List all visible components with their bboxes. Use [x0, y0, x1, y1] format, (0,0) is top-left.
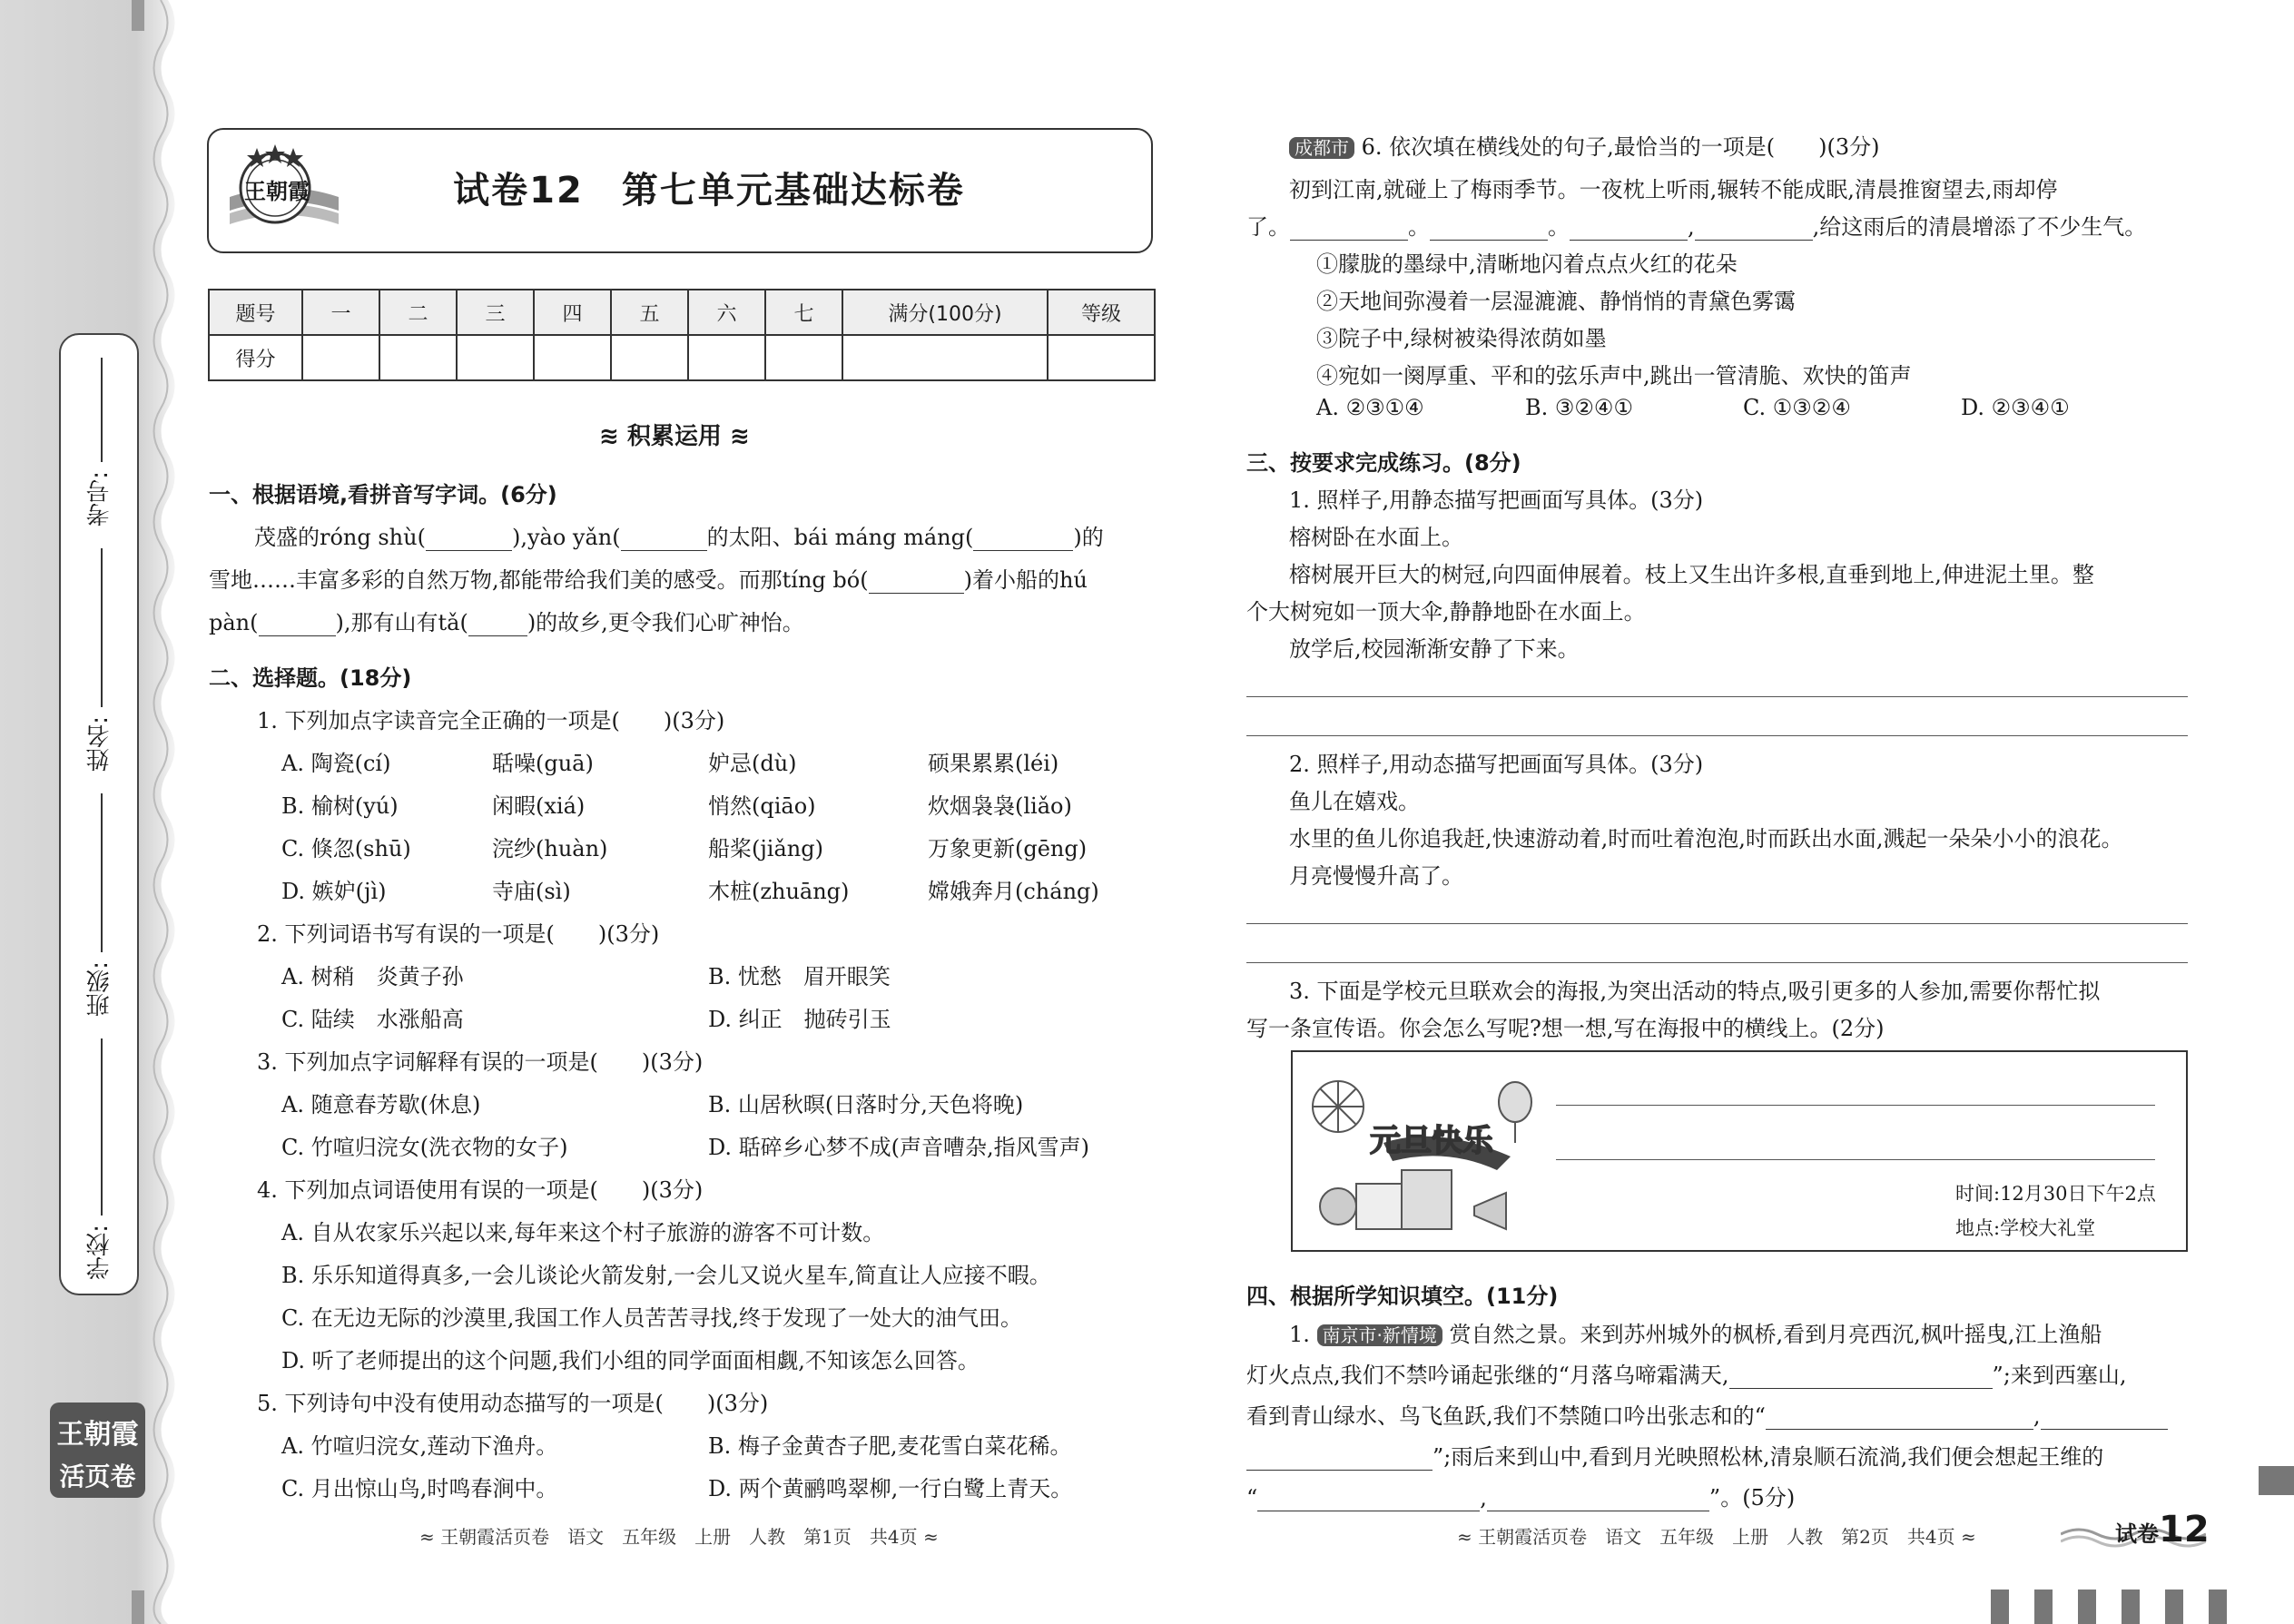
class-field[interactable] [101, 793, 103, 952]
option[interactable]: B. ③②④① [1525, 395, 1633, 420]
score-row [209, 335, 1155, 380]
score-cell[interactable] [765, 335, 842, 380]
section-heading: 三、按要求完成练习。(8分) [1246, 450, 1521, 476]
option-word: 硕果累累(léi) [928, 751, 1059, 776]
text-line: 看到青山绿水、鸟飞鱼跃,我们不禁随口吟出张志和的“ , [1246, 1398, 2168, 1430]
question: 4. 下列加点词语使用有误的一项是( )(3分) [257, 1177, 704, 1203]
emblem-text: 王朝霞 [244, 179, 310, 204]
score-cell[interactable] [688, 335, 765, 380]
option[interactable]: D. 聒碎乡心梦不成(声音嘈杂,指风雪声) [708, 1135, 1089, 1160]
table-cell: 一 [302, 290, 379, 335]
section-heading: 二、选择题。(18分) [209, 665, 412, 691]
option[interactable]: A. 竹喧归浣女,莲动下渔舟。 [281, 1433, 558, 1459]
answer-blank[interactable] [1246, 1470, 1433, 1471]
option[interactable]: C. 倏忽(shū) [281, 836, 411, 861]
question: 1. 照样子,用静态描写把画面写具体。(3分) [1289, 487, 1704, 513]
edge-tab [2259, 1466, 2294, 1495]
list-item: ③院子中,绿树被染得浓荫如墨 [1316, 326, 1607, 351]
wave-icon: ≈ [1457, 1526, 1472, 1548]
exam-number-label: 考号: [86, 471, 113, 527]
wave-icon: ≋ [599, 423, 619, 450]
answer-line[interactable] [1246, 962, 2188, 963]
section-banner: ≋ 积累运用 ≋ [599, 423, 750, 450]
text-line: 灯火点点,我们不禁吟诵起张继的“月落乌啼霜满天, ”;来到西塞山, [1246, 1363, 2127, 1388]
text-line: 鱼儿在嬉戏。 [1289, 789, 1420, 814]
text-line: 放学后,校园渐渐安静了下来。 [1289, 636, 1580, 662]
option[interactable]: D. 听了老师提出的这个问题,我们小组的同学面面相觑,不知该怎么回答。 [281, 1348, 980, 1373]
score-cell[interactable] [611, 335, 688, 380]
exam-number-field[interactable] [101, 358, 103, 462]
question: 5. 下列诗句中没有使用动态描写的一项是( )(3分) [257, 1391, 769, 1416]
score-cell[interactable] [534, 335, 611, 380]
score-cell[interactable] [379, 335, 457, 380]
wave-icon: ≈ [922, 1526, 939, 1548]
table-cell: 满分(100分) [842, 290, 1048, 335]
text-line: 榕树卧在水面上。 [1289, 525, 1463, 550]
table-cell: 题号 [209, 290, 302, 335]
table-cell: 七 [765, 290, 842, 335]
question: 1. 下列加点字读音完全正确的一项是( )(3分) [257, 708, 725, 733]
answer-blank[interactable] [468, 635, 527, 636]
option[interactable]: D. ②③④① [1961, 395, 2070, 420]
page-title: 试卷12 第七单元基础达标卷 [453, 170, 965, 212]
text-line: ”;雨后来到山中,看到月光映照松林,清泉顺石流淌,我们便会想起王维的 [1246, 1439, 2103, 1471]
score-cell[interactable] [457, 335, 534, 380]
option-word: 聒噪(guā) [492, 751, 594, 776]
option[interactable]: C. 竹喧归浣女(洗衣物的女子) [281, 1135, 568, 1160]
text-line: 雪地……丰富多彩的自然万物,都能带给我们美的感受。而那tíng bó( )着小船的hú [209, 567, 1088, 593]
answer-blank[interactable] [621, 550, 707, 551]
answer-blank[interactable] [1290, 240, 1408, 241]
answer-blank[interactable] [1729, 1388, 1993, 1389]
answer-line[interactable] [1246, 696, 2188, 697]
slogan-line[interactable] [1556, 1105, 2155, 1106]
region-tag: 南京市·新情境 [1317, 1324, 1442, 1346]
wave-icon: ≈ [419, 1526, 435, 1548]
binding-mark [132, 1590, 144, 1624]
page-footer: ≈ 王朝霞活页卷 语文 五年级 上册 人教 第1页 共4页 ≈ [419, 1526, 939, 1548]
list-item: ④宛如一阕厚重、平和的弦乐声中,跳出一管清脆、欢快的笛声 [1316, 363, 1912, 389]
answer-blank[interactable] [426, 550, 512, 551]
table-cell: 等级 [1048, 290, 1155, 335]
name-field[interactable] [101, 548, 103, 707]
answer-blank[interactable] [869, 593, 964, 594]
answer-blank[interactable] [1766, 1429, 2033, 1430]
text-line: 茂盛的róng shù( ),yào yǎn( 的太阳、bái máng máng( )的 [254, 525, 1104, 550]
page-footer: ≈ 王朝霞活页卷 语文 五年级 上册 人教 第2页 共4页 ≈ [1457, 1526, 1976, 1548]
table-cell: 六 [688, 290, 765, 335]
option[interactable]: A. 随意春芳歇(休息) [281, 1092, 481, 1117]
option-word: 炊烟袅袅(liǎo) [928, 793, 1072, 819]
option-word: 妒忌(dù) [708, 751, 797, 776]
option[interactable]: C. 月出惊山鸟,时鸣春涧中。 [281, 1476, 558, 1501]
option[interactable]: B. 梅子金黄杏子肥,麦花雪白菜花稀。 [708, 1433, 1072, 1459]
slogan-line[interactable] [1556, 1159, 2155, 1160]
answer-blank[interactable] [259, 635, 336, 636]
option-word: 浣纱(huàn) [492, 836, 608, 861]
question: 2. 下列词语书写有误的一项是( )(3分) [257, 921, 660, 947]
poster-place: 地点:学校大礼堂 [1955, 1217, 2096, 1239]
option-word: 寺庙(sì) [492, 879, 571, 904]
wave-icon: ≈ [1960, 1526, 1976, 1548]
question: 3. 下列加点字词解释有误的一项是( )(3分) [257, 1049, 704, 1075]
list-item: ①朦胧的墨绿中,清晰地闪着点点火红的花朵 [1316, 251, 1738, 277]
poster-time: 时间:12月30日下午2点 [1955, 1183, 2156, 1205]
answer-blank[interactable] [2041, 1429, 2168, 1430]
list-item: ②天地间弥漫着一层湿漉漉、静悄悄的青黛色雾霭 [1316, 289, 1796, 314]
corner-label: 试卷12 [2115, 1509, 2210, 1550]
option[interactable]: D. 两个黄鹂鸣翠柳,一行白鹭上青天。 [708, 1476, 1073, 1501]
option[interactable]: C. 在无边无际的沙漠里,我国工作人员苦苦寻找,终于发现了一处大的油气田。 [281, 1305, 1023, 1331]
wavy-edge [150, 0, 186, 1624]
answer-blank[interactable] [973, 550, 1073, 551]
text-line: pàn( ),那有山有tǎ( )的故乡,更令我们心旷神怡。 [209, 610, 804, 635]
option-word: 闲暇(xiá) [492, 793, 586, 819]
answer-blank[interactable] [1695, 240, 1813, 241]
question: 成都市 6. 依次填在横线处的句子,最恰当的一项是( )(3分) [1289, 129, 1880, 161]
option[interactable]: A. 自从农家乐兴起以来,每年来这个村子旅游的游客不可计数。 [281, 1220, 885, 1245]
text-line: 了。 。 。 , ,给这雨后的清晨增添了不少生气。 [1246, 214, 2147, 240]
question: 写一条宣传语。你会怎么写呢?想一想,写在海报中的横线上。(2分) [1246, 1016, 1885, 1041]
text-line: 初到江南,就碰上了梅雨季节。一夜枕上听雨,辗转不能成眠,清晨推窗望去,雨却停 [1289, 177, 2058, 202]
option[interactable]: D. 嫉妒(jì) [281, 879, 387, 904]
region-tag: 成都市 [1289, 137, 1354, 159]
table-cell: 二 [379, 290, 457, 335]
table-cell: 三 [457, 290, 534, 335]
option-word: 万象更新(gēng) [928, 836, 1088, 861]
option[interactable]: C. ①③②④ [1743, 395, 1851, 420]
option-word: 嫦娥奔月(cháng) [928, 879, 1099, 904]
section-heading: 一、根据语境,看拼音写字词。(6分) [209, 482, 557, 507]
name-label: 姓名: [86, 716, 113, 772]
text-line: 月亮慢慢升高了。 [1289, 863, 1463, 889]
answer-line[interactable] [1246, 735, 2188, 736]
wave-icon: ≋ [729, 423, 750, 450]
table-cell: 五 [611, 290, 688, 335]
brand-logo: 王朝霞 活页卷 [50, 1403, 145, 1498]
option[interactable]: B. 榆树(yú) [281, 793, 399, 819]
poster-title: 元旦快乐 [1370, 1123, 1493, 1159]
option[interactable]: C. 陆续 水涨船高 [281, 1007, 464, 1032]
bottom-bars [1991, 1590, 2252, 1624]
option[interactable]: B. 山居秋暝(日落时分,天色将晚) [708, 1092, 1024, 1117]
score-cell[interactable] [302, 335, 379, 380]
poster [1291, 1050, 2188, 1252]
table-cell: 得分 [209, 335, 302, 380]
option-word: 船桨(jiǎng) [708, 836, 823, 861]
school-field[interactable] [101, 1038, 103, 1216]
option[interactable]: A. ②③①④ [1316, 395, 1424, 420]
question: 2. 照样子,用动态描写把画面写具体。(3分) [1289, 752, 1704, 777]
class-label: 班级: [86, 961, 113, 1017]
score-table [208, 289, 1156, 381]
option[interactable]: B. 乐乐知道得真多,一会儿谈论火箭发射,一会儿又说火星车,简直让人应接不暇。 [281, 1263, 1051, 1288]
section-heading: 四、根据所学知识填空。(11分) [1246, 1284, 1559, 1309]
option[interactable]: D. 纠正 抛砖引玉 [708, 1007, 891, 1032]
option[interactable]: B. 忧愁 眉开眼笑 [708, 964, 891, 989]
title-box [207, 128, 1153, 253]
answer-blank[interactable] [1430, 240, 1548, 241]
score-header-row [209, 290, 1155, 335]
answer-line[interactable] [1246, 923, 2188, 924]
table-cell: 四 [534, 290, 611, 335]
score-cell[interactable] [842, 335, 1048, 380]
text-line: 个大树宛如一顶大伞,静静地卧在水面上。 [1246, 599, 1646, 625]
binding-mark [132, 0, 144, 31]
score-cell[interactable] [1048, 335, 1155, 380]
text-line: 1. 南京市·新情境 赏自然之景。来到苏州城外的枫桥,看到月亮西沉,枫叶摇曳,江上渔船 [1289, 1322, 2102, 1347]
text-line: “ , ”。(5分) [1246, 1485, 1796, 1511]
option-word: 木桩(zhuāng) [708, 879, 850, 904]
option[interactable]: A. 树稍 炎黄子孙 [281, 964, 464, 989]
text-line: 水里的鱼儿你追我赶,快速游动着,时而吐着泡泡,时而跃出水面,溅起一朵朵小小的浪花。 [1289, 826, 2123, 851]
option[interactable]: A. 陶瓷(cí) [281, 751, 391, 776]
option-word: 悄然(qiāo) [708, 793, 816, 819]
school-label: 学校: [86, 1225, 113, 1280]
option-grid [281, 745, 1126, 918]
answer-blank[interactable] [1570, 240, 1688, 241]
text-line: 榕树展开巨大的树冠,向四面伸展着。枝上又生出许多根,直垂到地上,伸进泥土里。整 [1289, 562, 2094, 587]
question: 3. 下面是学校元旦联欢会的海报,为突出活动的特点,吸引更多的人参加,需要你帮忙拟 [1289, 979, 2101, 1004]
student-info-box [59, 333, 139, 1295]
